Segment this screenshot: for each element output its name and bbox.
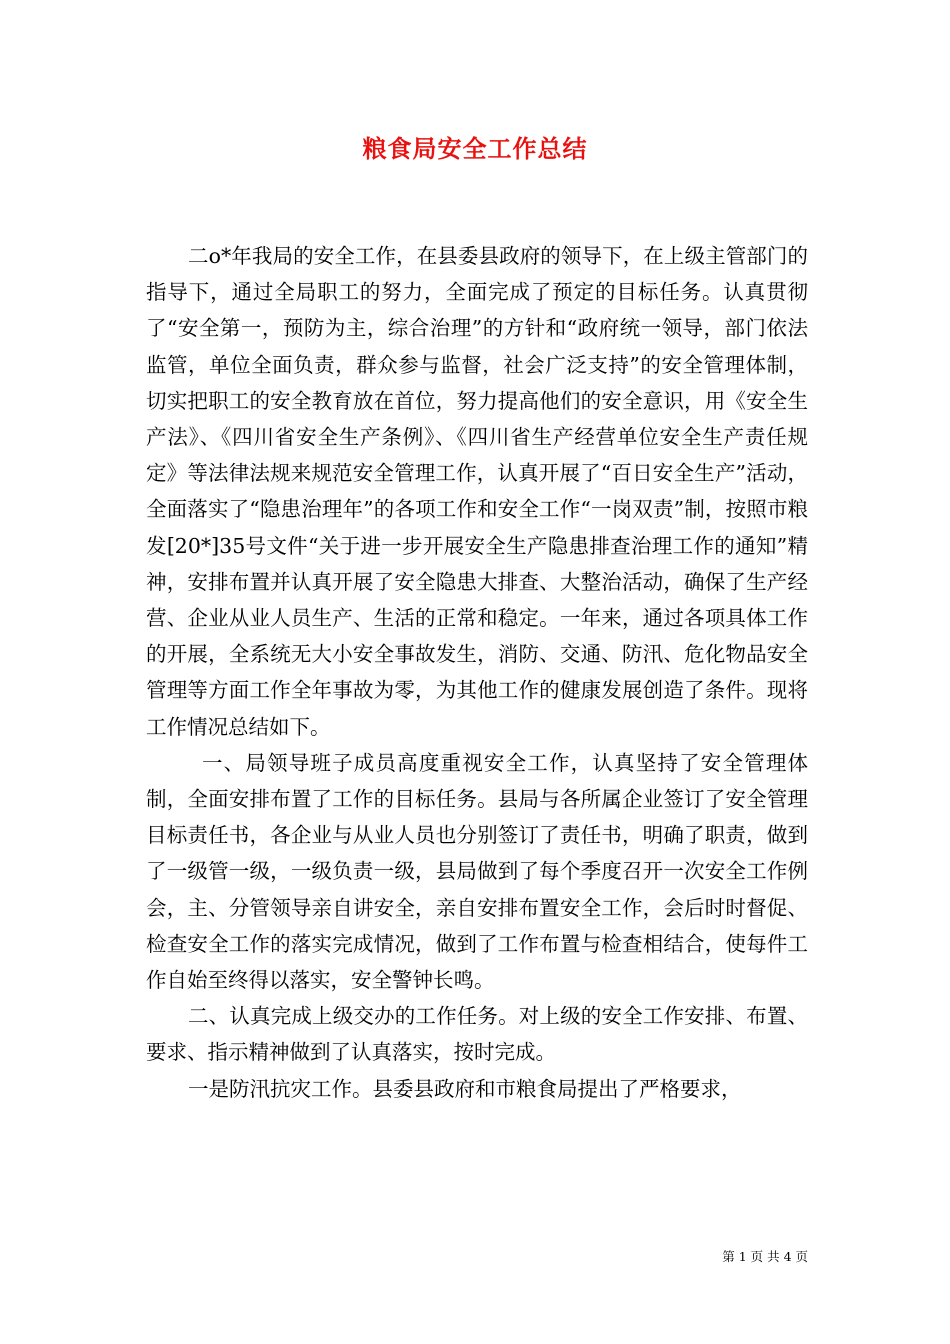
page-number: 第 1 页 共 4 页 bbox=[722, 1249, 808, 1264]
paragraph-section-1: 一、局领导班子成员高度重视安全工作，认真坚持了安全管理体制，全面安排布置了工作的目标任务。县局与各所属企业签订了安全管理目标责任书，各企业与从业人员也分别签订了责任书，明确了职责，做到了一级管一级，一级负责一级，县局做到了每个季度召开一次安全工作例会，主、分管领导亲自讲安全，亲自安排布置安全工作，会后时时督促、检查安全工作的落实完成情况，做到了工作布置与检查相结合，使每件工作自始至终得以落实，安全警钟长鸣。 bbox=[146, 750, 808, 993]
paragraph-intro: 二o*年我局的安全工作，在县委县政府的领导下，在上级主管部门的指导下，通过全局职工的努力，全面完成了预定的目标任务。认真贯彻了“安全第一，预防为主，综合治理”的方针和“政府统一领导，部门依法监管，单位全面负责，群众参与监督，社会广泛支持”的安全管理体制，切实把职工的安全教育放在首位，努力提高他们的安全意识，用《安全生产法》、《四川省安全生产条例》、《四川省生产经营单位安全生产责任规定》等法律法规来规范安全管理工作，认真开展了“百日安全生产”活动，全面落实了“隐患治理年”的各项工作和安全工作“一岗双责”制，按照市粮发[20*]35号文件“关于进一步开展安全生产隐患排查治理工作的通知”精神，安排布置并认真开展了安全隐患大排查、大整治活动，确保了生产经营、企业从业人员生产、生活的正常和稳定。一年来，通过各项具体工作的开展，全系统无大小安全事故发生，消防、交通、防汛、危化物品安全管理等方面工作全年事故为零，为其他工作的健康发展创造了条件。现将工作情况总结如下。 bbox=[146, 244, 808, 739]
paragraph-section-2: 二、认真完成上级交办的工作任务。对上级的安全工作安排、布置、要求、指示精神做到了认真落实，按时完成。 bbox=[146, 1004, 808, 1065]
paragraph-flood-control: 一是防汛抗灾工作。县委县政府和市粮食局提出了严格要求， bbox=[188, 1076, 742, 1101]
document-body bbox=[146, 238, 808, 1107]
page-title: 粮食局安全工作总结 bbox=[362, 135, 588, 163]
